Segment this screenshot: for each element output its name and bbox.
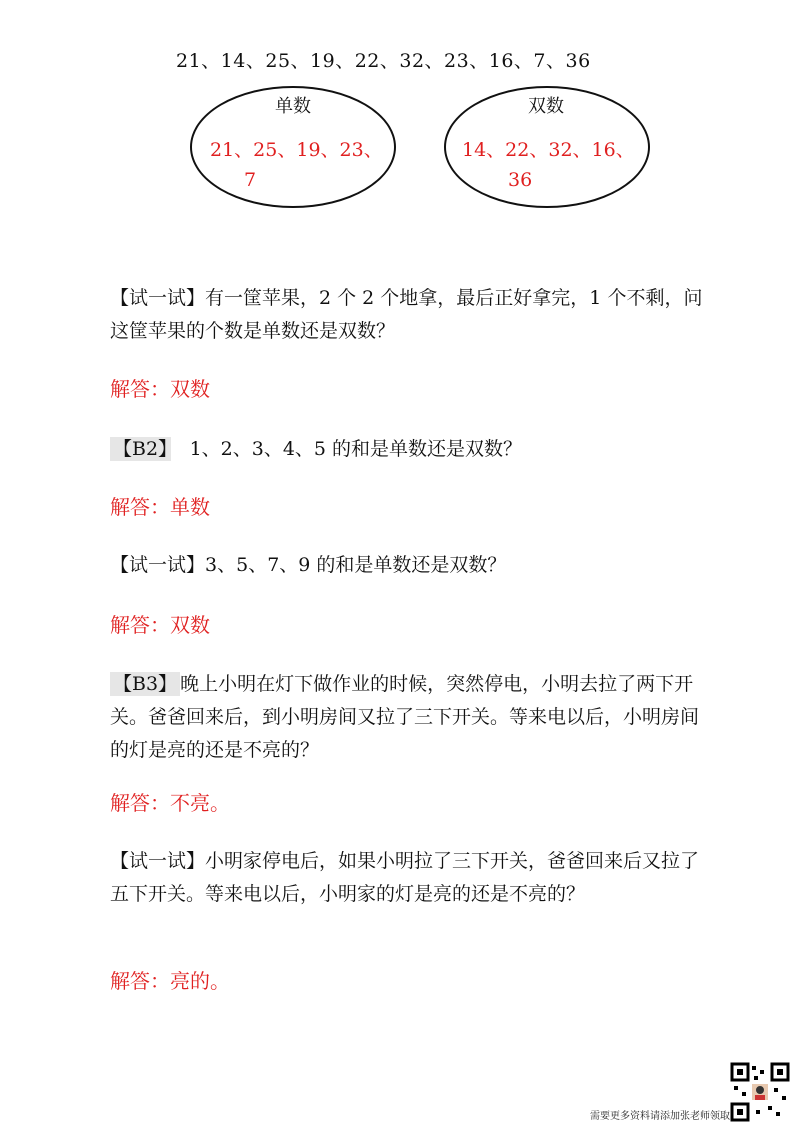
question-b2 [110,433,710,466]
answer-3: 解答：双数 [110,613,210,637]
odd-numbers-line2: 7 [244,169,257,191]
footer-note: 需要更多资料请添加张老师领取 [590,1111,730,1122]
odd-title: 单数 [275,96,311,117]
even-numbers-line1: 14、22、32、16、 [462,139,635,161]
question-text: 3、5、7、9 的和是单数还是双数？ [205,554,507,576]
question-try-2 [110,549,710,582]
question-text: 晚上小明在灯下做作业的时候，突然停电，小明去拉了两下开关。爸爸回来后，到小明房间又拉了三下开关。等来电以后，小明房间的灯是亮的还是不亮的？ [110,673,700,761]
question-tag: 【试一试】 [110,850,206,872]
question-tag: 【B3】 [110,672,180,696]
answer-5: 解答：亮的。 [110,969,230,993]
question-b3 [110,668,710,767]
even-numbers-line2: 36 [508,169,533,191]
odd-numbers-line1: 21、25、19、23、 [210,139,383,161]
qr-code-icon [730,1062,790,1122]
question-tag: 【试一试】 [110,554,206,576]
even-title: 双数 [528,96,564,117]
question-try-3 [110,845,710,911]
question-tag: 【B2】 [110,437,171,461]
question-tag: 【试一试】 [110,287,206,309]
question-text: 有一筐苹果，2 个 2 个地拿，最后正好拿完，1 个不剩，问这筐苹果的个数是单数还是双数？ [110,287,703,342]
question-text: 小明家停电后，如果小明拉了三下开关，爸爸回来后又拉了五下开关。等来电以后，小明家的灯是亮的还是不亮的？ [110,850,700,905]
answer-2: 解答：单数 [110,495,210,519]
answer-4: 解答：不亮。 [110,791,230,815]
question-text: 1、2、3、4、5 的和是单数还是双数？ [170,438,523,460]
answer-1: 解答：双数 [110,377,210,401]
number-list: 21、14、25、19、22、32、23、16、7、36 [176,50,591,72]
question-try-1 [110,282,710,348]
